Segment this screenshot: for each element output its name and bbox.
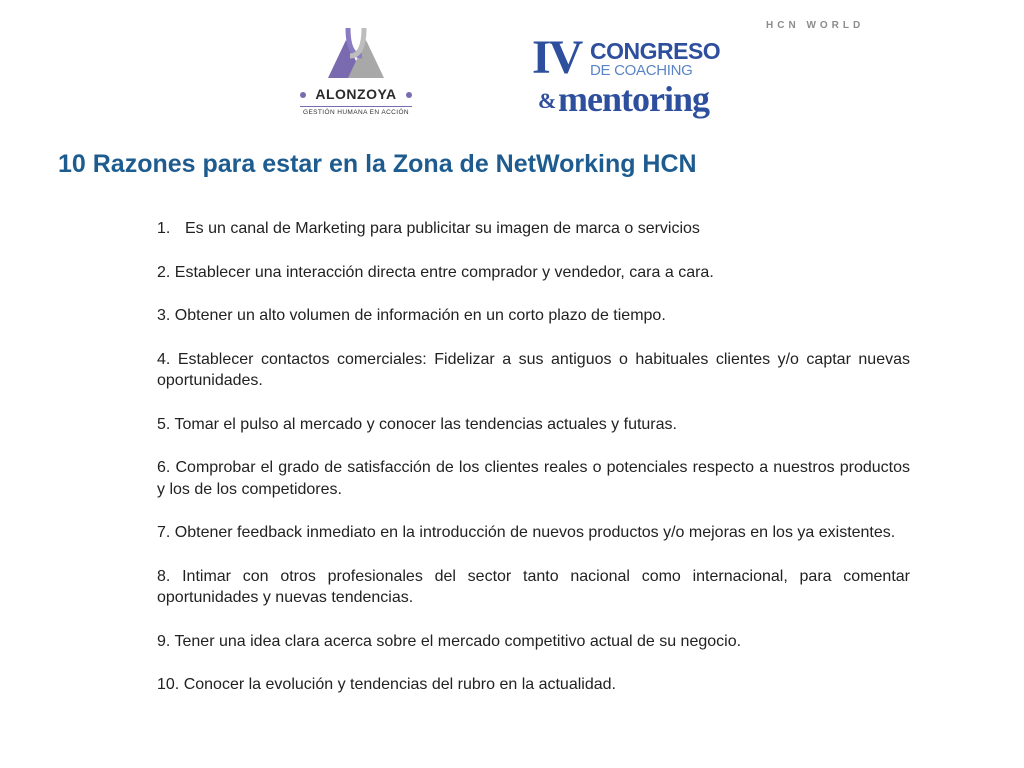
list-item-number: 8. [157, 567, 171, 585]
alonzoya-emblem-icon [318, 26, 394, 84]
list-item [157, 522, 910, 544]
list-item-number: 1. [157, 220, 171, 237]
list-item [157, 262, 910, 284]
congreso-ampersand: & [538, 88, 557, 113]
list-item-number: 3. [157, 307, 171, 324]
list-item-number: 10. [157, 676, 180, 693]
list-item [157, 414, 910, 436]
hcn-world-label: HCN WORLD [766, 20, 865, 31]
list-item [157, 631, 910, 653]
page-title: 10 Razones para estar en la Zona de NetWorking HCN [58, 150, 697, 178]
reasons-list [157, 218, 910, 696]
list-item-number: 7. [157, 524, 171, 541]
congreso-numeral: IV [532, 31, 582, 84]
list-item-text: Obtener feedback inmediato en la introducción de nuevos productos y/o mejoras en los ya existentes. [174, 524, 896, 541]
list-item-text: Intimar con otros profesionales del sector tanto nacional como internacional, para comentar oportunidades y nuevas tendencias. [157, 567, 910, 606]
list-item-text: Comprobar el grado de satisfacción de los clientes reales o potenciales respecto a nuestros productos y los de los competidores. [157, 459, 910, 498]
alonzoya-name: ALONZOYA [315, 86, 397, 102]
congreso-line1: CONGRESO [590, 38, 721, 64]
list-item-text: Tomar el pulso al mercado y conocer las tendencias actuales y futuras. [174, 415, 677, 433]
list-item-number: 6. [157, 459, 171, 476]
alonzoya-logo [296, 26, 416, 121]
list-item-number: 9. [157, 632, 171, 650]
list-item-number: 5. [157, 415, 171, 433]
congreso-line3: mentoring [558, 79, 709, 119]
list-item-text: Establecer una interacción directa entre comprador y vendedor, cara a cara. [174, 263, 714, 281]
congreso-line2: DE COACHING [590, 62, 693, 79]
list-item-number: 2. [157, 263, 171, 281]
congreso-logo [530, 31, 740, 119]
list-item-text: Obtener un alto volumen de información en un corto plazo de tiempo. [174, 307, 666, 324]
list-item [157, 218, 910, 240]
list-item [157, 457, 910, 500]
list-item [157, 674, 910, 696]
list-item-text: Es un canal de Marketing para publicitar su imagen de marca o servicios [185, 220, 700, 237]
list-item [157, 349, 910, 392]
alonzoya-tagline: GESTIÓN HUMANA EN ACCIÓN [302, 109, 410, 116]
alonzoya-dot-right [406, 92, 412, 98]
list-item-number: 4. [157, 350, 171, 368]
alonzoya-divider [300, 106, 412, 107]
list-item [157, 305, 910, 327]
list-item-text: Establecer contactos comerciales: Fidelizar a sus antiguos o habituales clientes y/o captar nuevas oportunidades. [157, 350, 910, 389]
list-item-text: Conocer la evolución y tendencias del rubro en la actualidad. [183, 676, 616, 693]
list-item-text: Tener una idea clara acerca sobre el mercado competitivo actual de su negocio. [174, 632, 742, 650]
list-item [157, 566, 910, 609]
